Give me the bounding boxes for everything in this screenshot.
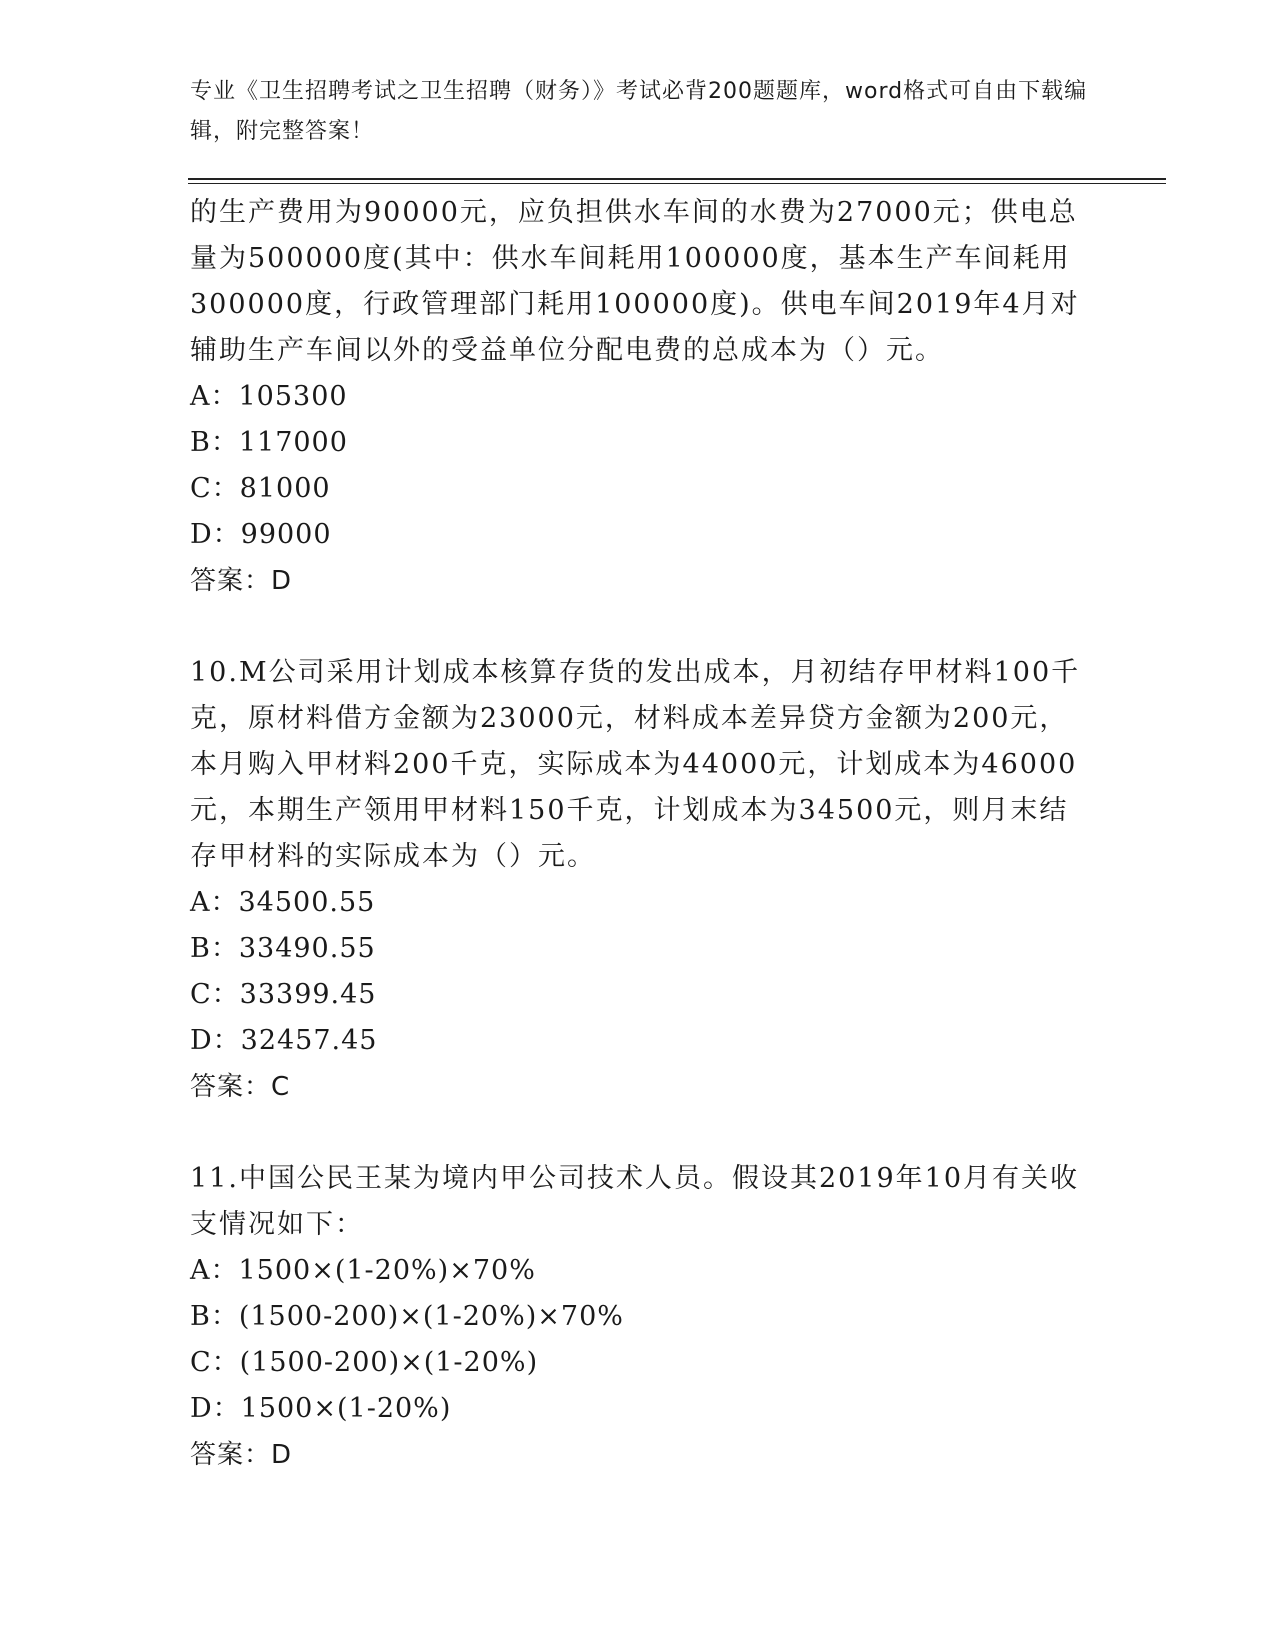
option-b: B：117000 — [190, 427, 348, 458]
answer: 答案：D — [190, 566, 293, 596]
option-c: C：33399.45 — [190, 979, 377, 1010]
option-d: D：32457.45 — [190, 1025, 378, 1056]
option-a: A：105300 — [190, 381, 348, 412]
question-block — [190, 650, 1090, 1110]
question-stem: 10.M公司采用计划成本核算存货的发出成本，月初结存甲材料100千克，原材料借方金额为23000元，材料成本差异贷方金额为200元，本月购入甲材料200千克，实际成本为44000元，计划成本为46000元，本期生产领用甲材料150千克，计划成本为34500元，则月末结存甲材料的实际成本为（）元。 — [190, 657, 1081, 872]
answer: 答案：D — [190, 1440, 293, 1470]
question-block — [190, 1156, 1090, 1478]
option-a: A：1500×(1-20%)×70% — [190, 1255, 536, 1286]
question-block — [190, 190, 1090, 604]
header-divider-thick — [188, 178, 1166, 180]
option-c: C：81000 — [190, 473, 331, 504]
option-c: C：(1500-200)×(1-20%) — [190, 1347, 539, 1378]
option-d: D：1500×(1-20%) — [190, 1393, 452, 1424]
option-b: B：(1500-200)×(1-20%)×70% — [190, 1301, 624, 1332]
document-header: 专业《卫生招聘考试之卫生招聘（财务）》考试必背200题题库，word格式可自由下载编辑，附完整答案！ — [190, 79, 1088, 144]
header-divider-thin — [188, 183, 1166, 184]
option-b: B：33490.55 — [190, 933, 376, 964]
answer: 答案：C — [190, 1072, 291, 1102]
option-a: A：34500.55 — [190, 887, 376, 918]
document-body — [190, 190, 1090, 1524]
question-stem: 的生产费用为90000元，应负担供水车间的水费为27000元；供电总量为500000度(其中：供水车间耗用100000度，基本生产车间耗用300000度，行政管理部门耗用100000度)。供电车间2019年4月对辅助生产车间以外的受益单位分配电费的总成本为（）元。 — [190, 197, 1080, 366]
question-stem: 11.中国公民王某为境内甲公司技术人员。假设其2019年10月有关收支情况如下： — [190, 1163, 1080, 1240]
option-d: D：99000 — [190, 519, 332, 550]
